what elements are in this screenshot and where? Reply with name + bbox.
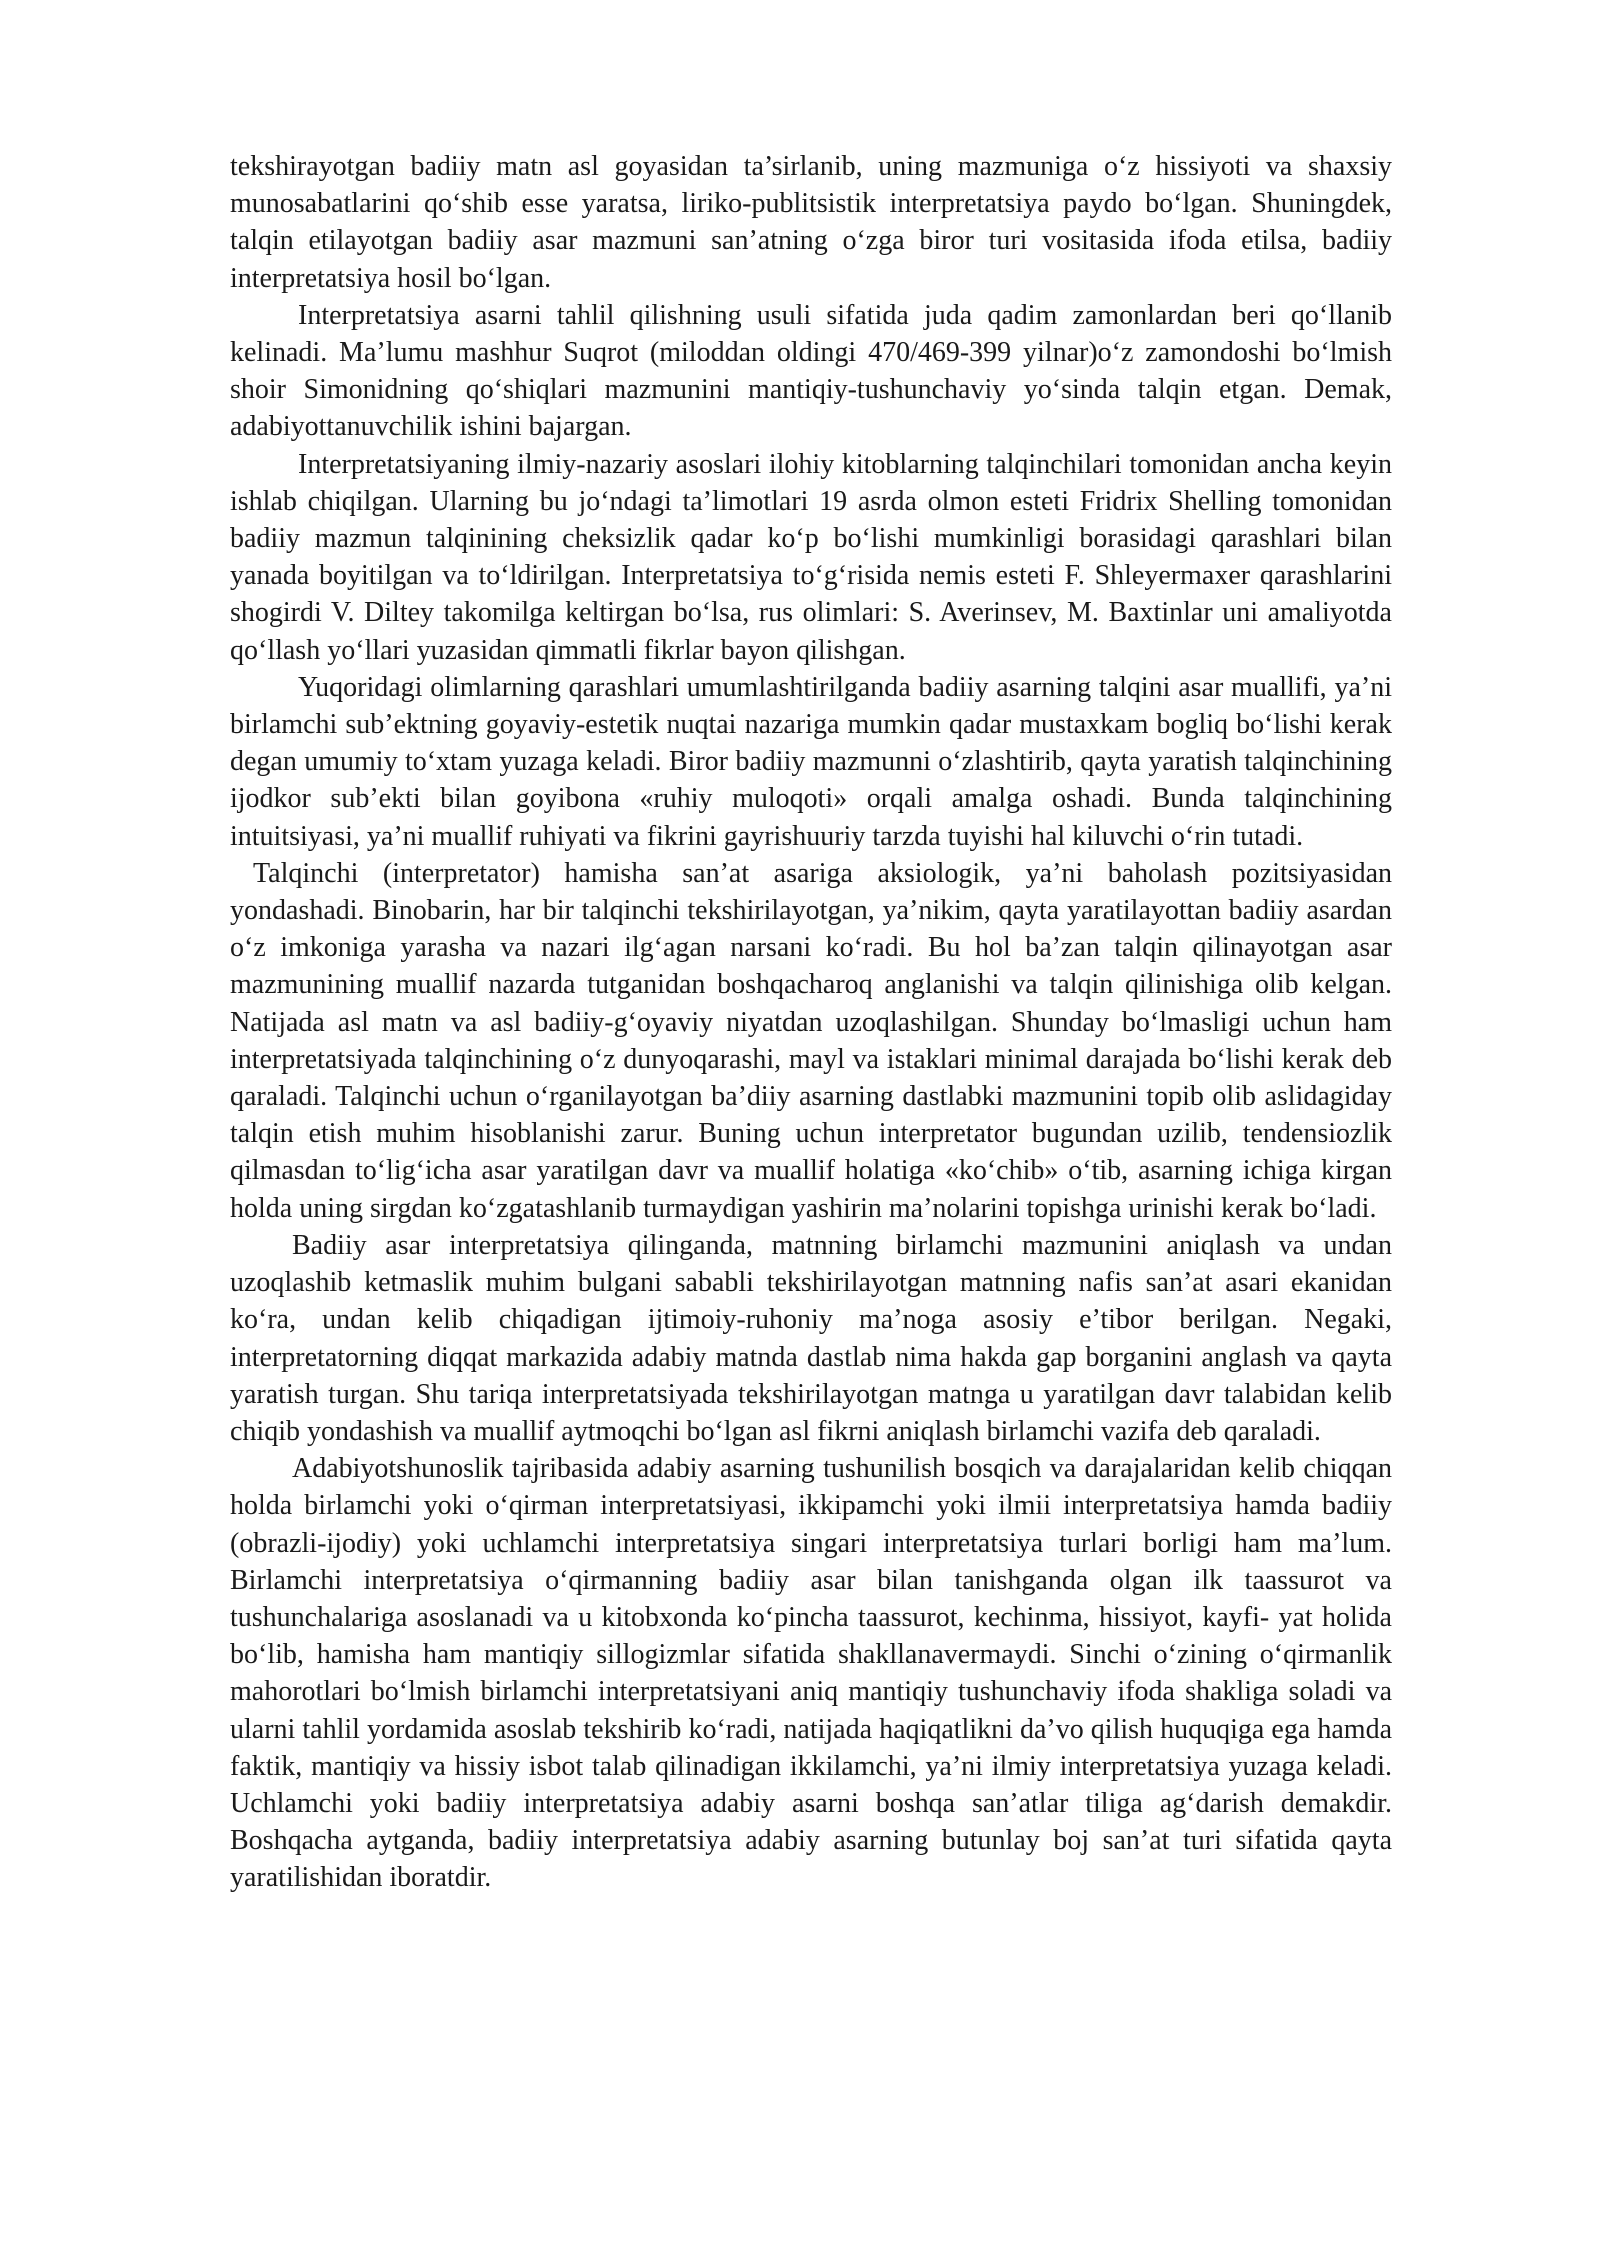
paragraph-interpreter: Talqinchi (interpretator) hamisha san’at asariga aksiologik, ya’ni baholash pozitsiyasidan yondashadi. Binobarin, har bir talqinchi tekshirilayotgan, ya’nikim, qayta yaratilayottan badiiy asardan o‘z imkoniga yarasha va nazari ilg‘agan narsani ko‘radi. Bu hol ba’zan talqin qilinayotgan asar mazmunining muallif nazarda tutganidan boshqacharoq anglanishi va talqin qilinishiga olib kelgan. Natijada asl matn va asl badiiy-g‘oyaviy niyatdan uzoqlashilgan. Shunday bo‘lmasligi uchun ham interpretatsiyada talqinchining o‘z dunyoqarashi, mayl va istaklari minimal darajada bo‘lishi kerak deb qaraladi. Talqinchi uchun o‘rganilayotgan ba’diiy asarning dastlabki mazmunini topib olib aslidagiday talqin etish muhim hisoblanishi zarur. Buning uchun interpretator bugundan uzilib, tendensiozlik qilmasdan to‘lig‘icha asar yaratilgan davr va muallif holatiga «ko‘chib» o‘tib, asarning ichiga kirgan holda uning sirgdan ko‘zgatashlanib turmaydigan yashirin ma’nolarini topishga urinishi kerak bo‘ladi. bbox=[230, 857, 1392, 1224]
paragraph-continuation: tekshirayotgan badiiy matn asl goyasidan ta’sirlanib, uning mazmuniga o‘z hissiyoti va shaxsiy munosabatlarini qo‘shib esse yaratsa, liriko-publitsistik interpretatsiya paydo bo‘lgan. Shuningdek, talqin etilayotgan badiiy asar mazmuni san’atning o‘zga biror turi vositasida ifoda etilsa, badiiy interpretatsiya hosil bo‘lgan. bbox=[230, 151, 1392, 294]
paragraph-scholars-views: Yuqoridagi olimlarning qarashlari umumlashtirilganda badiiy asarning talqini asar muallifi, ya’ni birlamchi sub’ektning goyaviy-estetik nuqtai nazariga mumkin qadar mustaxkam bogliq bo‘lishi kerak degan umumiy to‘xtam yuzaga keladi. Biror badiiy mazmunni o‘zlashtirib, qayta yaratish talqinchining ijodkor sub’ekti bilan goyibona «ruhiy muloqoti» orqali amalga oshadi. Bunda talqinchining intuitsiyasi, ya’ni muallif ruhiyati va fikrini gayrishuuriy tarzda tuyishi hal kiluvchi o‘rin tutadi. bbox=[230, 671, 1392, 852]
paragraph-interpretation-history: Interpretatsiya asarni tahlil qilishning usuli sifatida juda qadim zamonlardan beri qo‘llanib kelinadi. Ma’lumu mashhur Suqrot (miloddan oldingi 470/469-399 yilnar)o‘z zamondoshi bo‘lmish shoir Simonidning qo‘shiqlari mazmunini mantiqiy-tushunchaviy yo‘sinda talqin etgan. Demak, adabiyottanuvchilik ishini bajargan. bbox=[230, 299, 1392, 443]
paragraph-primary-meaning: Badiiy asar interpretatsiya qilinganda, matnning birlamchi mazmunini aniqlash va undan uzoqlashib ketmaslik muhim bulgani sababli tekshirilayotgan matnning nafis san’at asari ekanidan ko‘ra, undan kelib chiqadigan ijtimoiy-ruhoniy ma’noga asosiy e’tibor berilgan. Negaki, interpretatorning diqqat markazida adabiy matnda dastlab nima hakda gap borganini anglash va qayta yaratish turgan. Shu tariqa interpretatsiyada tekshirilayotgan matnga u yaratilgan davr talabidan kelib chiqib yondashish va muallif aytmoqchi bo‘lgan asl fikrni aniqlash birlamchi vazifa deb qaraladi. bbox=[230, 1229, 1392, 1447]
paragraph-theoretical-foundations: Interpretatsiyaning ilmiy-nazariy asoslari ilohiy kitoblarning talqinchilari tomonidan ancha keyin ishlab chiqilgan. Ularning bu jo‘ndagi ta’limotlari 19 asrda olmon esteti Fridrix Shelling tomonidan badiiy mazmun talqinining cheksizlik qadar ko‘p bo‘lishi mumkinligi borasidagi qarashlari bilan yanada boyitilgan va to‘ldirilgan. Interpretatsiya to‘g‘risida nemis esteti F. Shleyermaxer qarashlarini shogirdi V. Diltey takomilga keltirgan bo‘lsa, rus olimlari: S. Averinsev, M. Baxtinlar uni amaliyotda qo‘llash yo‘llari yuzasidan qimmatli fikrlar bayon qilishgan. bbox=[230, 448, 1392, 666]
paragraph-interpretation-types: Adabiyotshunoslik tajribasida adabiy asarning tushunilish bosqich va darajalaridan kelib chiqqan holda birlamchi yoki o‘qirman interpretatsiyasi, ikkipamchi yoki ilmii interpretatsiya hamda badiiy (obrazli-ijodiy) yoki uchlamchi interpretatsiya singari interpretatsiya turlari borligi ham ma’lum. Birlamchi interpretatsiya o‘qirmanning badiiy asar bilan tanishganda olgan ilk taassurot va tushunchalariga asoslanadi va u kitobxonda ko‘pincha taassurot, kechinma, hissiyot, kayfi- yat holida bo‘lib, hamisha ham mantiqiy sillogizmlar sifatida shakllanavermaydi. Sinchi o‘zining o‘qirmanlik mahorotlari bo‘lmish birlamchi interpretatsiyani aniq mantiqiy tushunchaviy ifoda shakliga soladi va ularni tahlil yordamida asoslab tekshirib ko‘radi, natijada haqiqatlikni da’vo qilish huquqiga ega hamda faktik, mantiqiy va hissiy isbot talab qilinadigan ikkilamchi, ya’ni ilmiy interpretatsiya yuzaga keladi. Uchlamchi yoki badiiy interpretatsiya adabiy asarni boshqa san’atlar tiliga ag‘darish demakdir. Boshqacha aytganda, badiiy interpretatsiya adabiy asarning butunlay boj san’at turi sifatida qayta yaratilishidan iboratdir. bbox=[230, 1453, 1392, 1894]
document-page bbox=[230, 148, 1392, 1897]
